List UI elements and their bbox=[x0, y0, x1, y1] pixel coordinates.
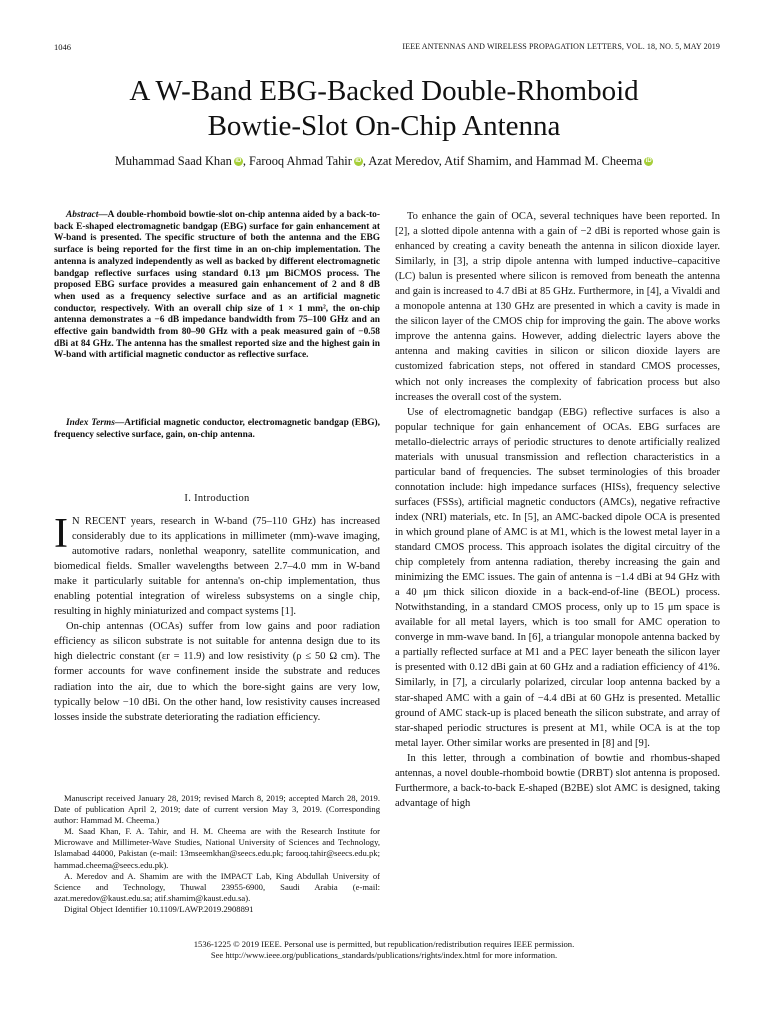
page-number: 1046 bbox=[54, 42, 71, 52]
paper-title bbox=[40, 74, 728, 144]
abstract bbox=[54, 210, 380, 362]
copyright-line-1: 1536-1225 © 2019 IEEE. Personal use is permitted, but republication/redistribution requires IEEE permission. bbox=[193, 939, 575, 949]
title-line-1: A W-Band EBG-Backed Double-Rhomboid bbox=[129, 75, 639, 107]
orcid-icon[interactable]: iD bbox=[235, 158, 242, 164]
intro-paragraph-2: On-chip antennas (OCAs) suffer from low gains and poor radiation efficiency as silicon substrate is not suitable for antenna design due to its high dielectric constant (εr = 11.9) and low resistivity (ρ ≤ 50 Ω cm). The former accounts for wave confinement inside the substrate and reduces radiation into the air, due to which the bore-sight gains are very low, typically below −10 dBi. On the other hand, low resistivity causes increased losses inside the substrate deteriorating the radiation efficiency. bbox=[54, 621, 380, 723]
drop-cap: I bbox=[54, 511, 68, 557]
footnote-manuscript: Manuscript received January 28, 2019; revised March 8, 2019; accepted March 28, 2019. Date of publication April 2, 2019; date of current version May 3, 2019. (Corresponding author: Hammad M. Cheema.) bbox=[54, 793, 380, 826]
index-terms-text: —Artificial magnetic conductor, electromagnetic bandgap (EBG), frequency selective surface, gain, on-chip antenna. bbox=[54, 418, 380, 440]
index-terms-label: Index Terms bbox=[66, 418, 115, 428]
copyright-notice bbox=[40, 939, 728, 961]
footnote-affiliation-1: M. Saad Khan, F. A. Tahir, and H. M. Cheema are with the Research Institute for Microwave and Millimeter-Wave Studies, National University of Sciences and Technology, Islamabad 44000, Pakistan (e-mail: 13mseemkhan@seecs.edu.pk; farooq.tahir@seecs.edu.pk; hammad.cheema@seecs.edu.pk). bbox=[54, 826, 380, 870]
journal-header: IEEE ANTENNAS AND WIRELESS PROPAGATION LETTERS, VOL. 18, NO. 5, MAY 2019 bbox=[402, 42, 720, 51]
title-line-2: Bowtie-Slot On-Chip Antenna bbox=[207, 110, 561, 142]
footnotes bbox=[54, 793, 380, 915]
section-heading: I. Introduction bbox=[184, 493, 250, 504]
index-terms bbox=[54, 418, 380, 441]
author-1: Muhammad Saad Khan bbox=[114, 154, 232, 168]
author-list bbox=[40, 154, 728, 169]
right-paragraph-1: To enhance the gain of OCA, several techniques have been reported. In [2], a slotted dipole antenna with a gain of −2 dBi is reported whose gain is enhanced by creating a cavity beneath the antenna in silicon dioxide layer. Similarly, in [3], a strip dipole antenna with lumped inductive–capacitive (LC) balun is presented where silicon is removed from beneath the antenna and gain is increased to 4.7 dBi at 85 GHz. Furthermore, in [4], a Vivaldi and a monopole antenna at 130 GHz are presented in which a cavity is made in the silicon layer of the CMOS chip for improving the gain. The above works improve the antenna gains. However, adding dielectric layers above the antenna and making cavities in silicon or silicon dioxide layers are customized fabrication steps, not offered in standard CMOS processes, which not only increases the complexity of fabrication process but also increases the overall cost of the system. bbox=[395, 211, 720, 403]
orcid-icon[interactable]: iD bbox=[355, 158, 362, 164]
authors-rest: , Azat Meredov, Atif Shamim, and Hammad M. Cheema bbox=[362, 154, 643, 168]
right-paragraph-2: Use of electromagnetic bandgap (EBG) reflective surfaces is also a popular technique for gain enhancement of OCAs. EBG surfaces are metallo-dielectric arrays of periodic structures to denote artificially realized materials with unusual transmission and reflection characteristics in a particular band of frequencies. The subset terminologies of this broader connotation include: high impedance surfaces (HISs), frequency selective surfaces (FSSs), artificial magnetic conductors (AMCs), negative refractive index (NRI) materials, etc. In [5], an AMC-backed dipole OCA is presented in which ground plane of AMC is at M1, which is the lowest metal layer in a standard CMOS process. This approach isolates the digital circuitry of the chip completely from antenna radiation, thereby increasing the gain and minimizing the EMC issues. The gain of antenna is −1.4 dBi at 94 GHz with a 40 μm thick silicon dioxide in a back-end-of-line (BEOL) process. Notwithstanding, in a standard CMOS process, only up to 15 μm space is available for all metal layers, which is too small for AMC operation to converge in mm-wave band. In [6], a triangular monopole antenna backed by a partially reflected surface at M1 and a PEC layer beneath the silicon layer is presented with 0.12 dBi gain at 60 GHz and a radiation efficiency of 41%. Similarly, in [7], a circularly polarized, circular loop antenna backed by a star-shaped AMC with a gain of −4.4 dBi at 60 GHz is presented. Metallic ground of AMC stack-up is placed beneath the silicon substrate, and array of star-shaped periodic structures is present at M1, while OCA is at the top metal layer. Other similar works are presented in [8] and [9]. bbox=[395, 406, 720, 749]
intro-paragraph-1: N RECENT years, research in W-band (75–110 GHz) has increased considerably due to its applications in millimeter (mm)-wave imaging, automotive radars, nonlethal weaponry, satellite communication, and biomedical fields. Smaller wavelengths between 2.7–4.0 mm in W-band make it particularly suitable for antenna's on-chip implementation, thus enabling potential integration of wireless subsystems on a single chip, resulting in highly miniaturized and compact systems [1]. bbox=[54, 516, 380, 618]
abstract-text: —A double-rhomboid bowtie-slot on-chip antenna aided by a back-to-back E-shaped electromagnetic bandgap (EBG) surface for gain enhancement at W-band is presented. The specific structure of both the antenna and the EBG surface is being reported for the first time in an on-chip implementation. The antenna is analyzed independently as well as backed by different electromagnetic bandgap reflective surfaces using standard 0.13 μm BiCMOS process. The proposed EBG surface provides a measured gain enhancement of 2 and 8 dB when used as a frequency selective surface and as an artificial magnetic conductor, respectively. With an overall chip size of 1 × 1 mm², the on-chip antenna demonstrates a −6 dB impedance bandwidth from 75–100 GHz and an effective gain bandwidth from 80–90 GHz with a peak measured gain of −0.58 dBi at 84 GHz. The antenna has the smallest reported size and the highest gain in W-band with artificial magnetic conductor as reflective surface. bbox=[54, 210, 380, 361]
right-paragraph-3: In this letter, through a combination of bowtie and rhombus-shaped antennas, a novel double-rhomboid bowtie (DRBT) slot antenna is proposed. Furthermore, a back-to-back E-shaped (B2BE) slot AMC is designed, taking advantage of high bbox=[395, 752, 720, 809]
introduction-body bbox=[54, 511, 380, 725]
abstract-label: Abstract bbox=[66, 210, 99, 220]
right-column bbox=[395, 209, 720, 811]
copyright-line-2: See http://www.ieee.org/publications_standards/publications/rights/index.html for more information. bbox=[210, 950, 558, 960]
orcid-icon[interactable]: iD bbox=[645, 158, 652, 164]
author-2: , Farooq Ahmad Tahir bbox=[242, 154, 352, 168]
footnote-affiliation-2: A. Meredov and A. Shamim are with the IMPACT Lab, King Abdullah University of Science and Technology, Thuwal 23955-6900, Saudi Arabia (e-mail: azat.meredov@kaust.edu.sa; atif.shamim@kaust.edu.sa). bbox=[54, 870, 380, 903]
footnote-doi: Digital Object Identifier 10.1109/LAWP.2019.2908891 bbox=[64, 903, 254, 914]
